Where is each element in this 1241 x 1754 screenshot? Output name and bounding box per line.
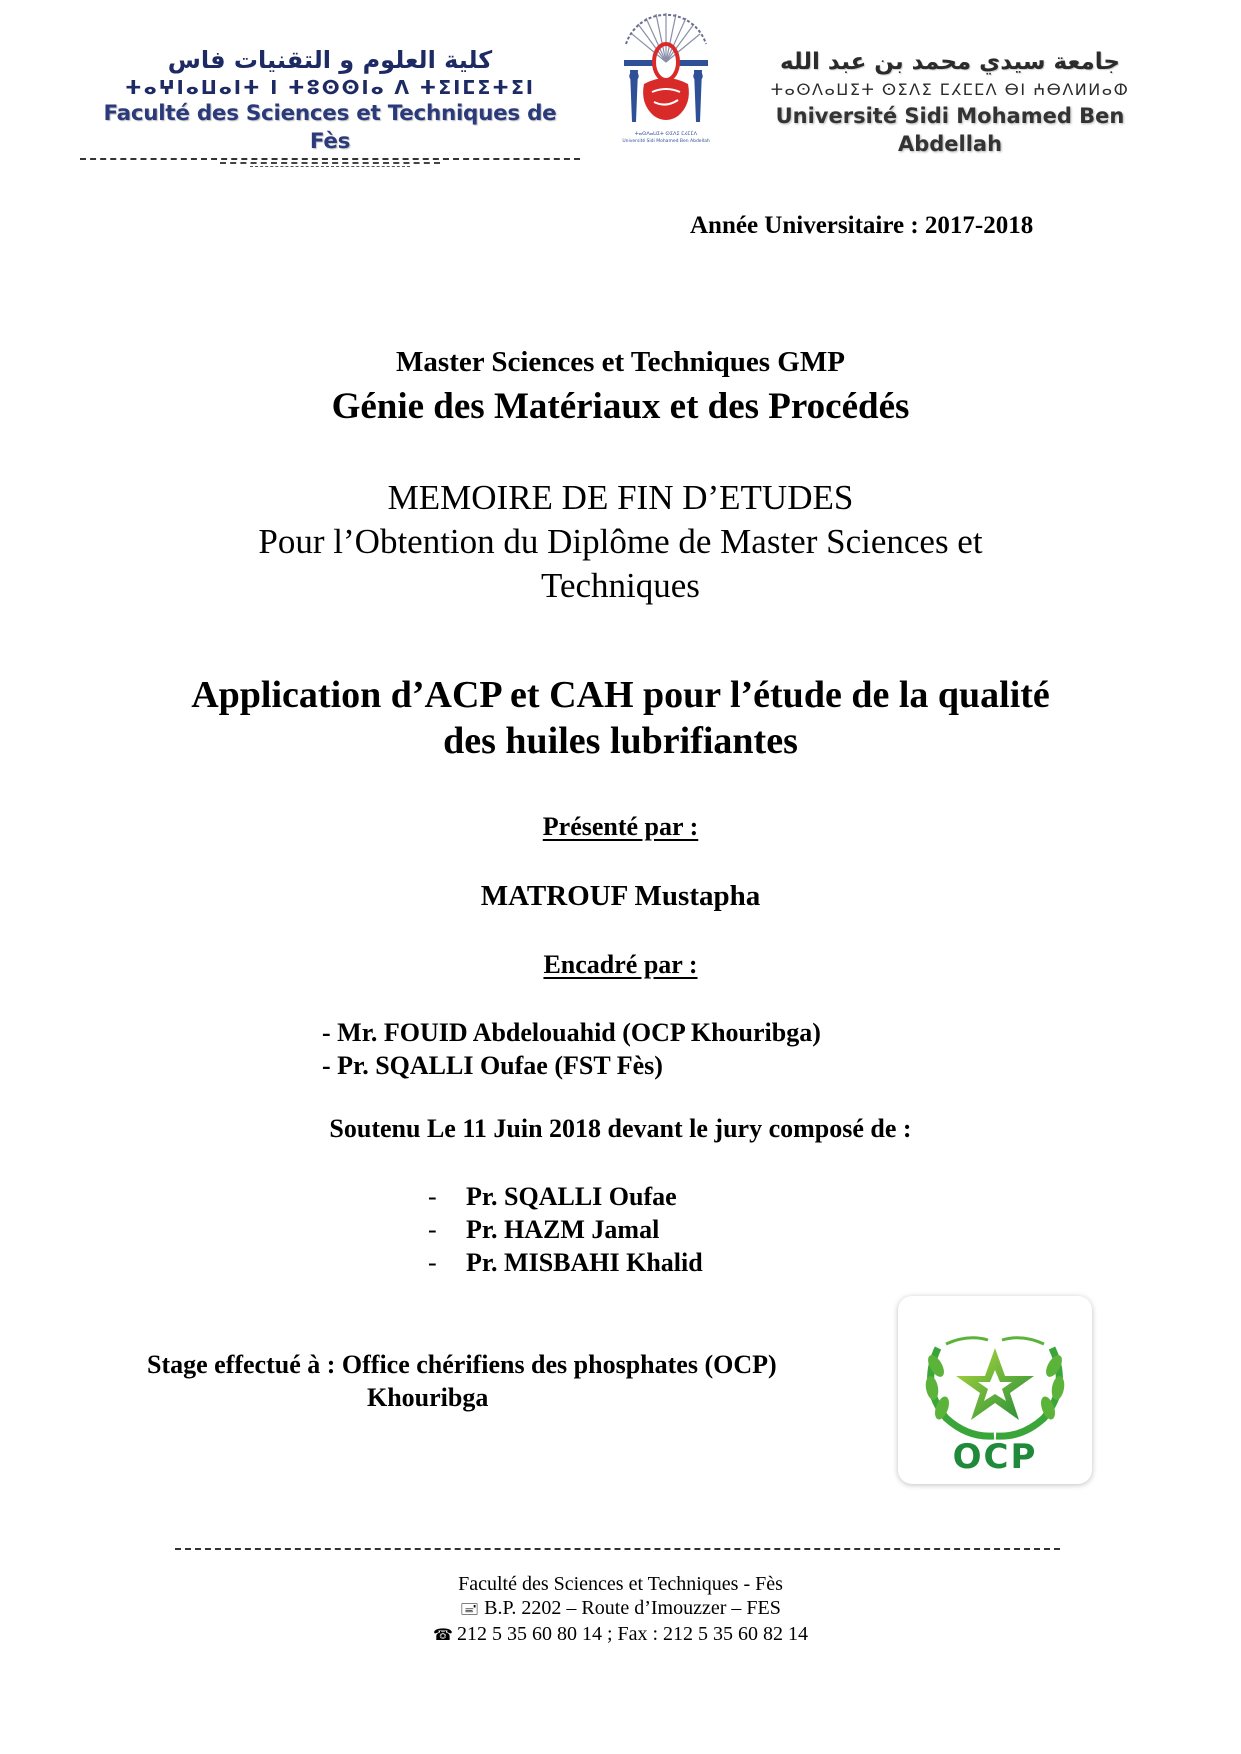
internship-line-1: Stage effectué à : Office chérifiens des phosphates (OCP) [147, 1350, 777, 1379]
thesis-title-line-2: des huiles lubrifiantes [443, 720, 798, 762]
internship-line-2: Khouribga [367, 1383, 489, 1412]
footer-postal: 🖃 B.P. 2202 – Route d’Imouzzer – FES [0, 1596, 1241, 1622]
memoire-line-3: Techniques [541, 566, 700, 605]
academic-year: Année Universitaire : 2017-2018 [690, 212, 1034, 239]
supervisor-item: - Pr. SQALLI Oufae (FST Fès) [322, 1051, 663, 1080]
ocp-logo-text: OCP [952, 1437, 1038, 1477]
footer-divider [175, 1548, 1060, 1550]
memoire-heading [0, 476, 1241, 608]
usmba-emblem-icon [618, 4, 714, 146]
svg-text:Université Sidi Mohamed Ben Ab: Université Sidi Mohamed Ben Abdellah [622, 139, 710, 144]
usmba-name-arabic: جامعة سيدي محمد بن عبد الله [780, 49, 1120, 75]
phone-icon: ☎ [432, 1627, 453, 1644]
supervisors-list [322, 1016, 821, 1082]
jury-member: - Pr. HAZM Jamal [428, 1215, 660, 1244]
internship-location [147, 1348, 777, 1414]
usmba-name-french: Université Sidi Mohamed Ben Abdellah [775, 104, 1125, 156]
jury-list [428, 1180, 703, 1279]
svg-text:ⵜⴰⵙⴷⴰⵡⵉⵜ ⵙⵉⴷⵉ ⵎⵃⵎⵎⴷ: ⵜⴰⵙⴷⴰⵡⵉⵜ ⵙⵉⴷⵉ ⵎⵃⵎⵎⴷ [634, 131, 698, 137]
thesis-title-line-1: Application d’ACP et CAH pour l’étude de la qualité [191, 674, 1050, 716]
fst-name-arabic: كلية العلوم و التقنيات فاس [167, 46, 493, 74]
ocp-logo [898, 1296, 1092, 1484]
mail-icon: 🖃 [460, 1601, 479, 1618]
presented-by-label: Présenté par : [542, 812, 699, 841]
footer-address [0, 1572, 1241, 1648]
fst-name-tifinagh: ⵜⴰⵖⵏⴰⵡⴰⵏⵜ ⵏ ⵜⵓⵙⵙⵏⴰ ⴷ ⵜⵉⵏⵎⵉⵜⵉⵏ [124, 77, 536, 99]
footer-phone: ☎ 212 5 35 60 80 14 ; Fax : 212 5 35 60 82 14 [0, 1622, 1241, 1648]
usmba-name-tifinagh: ⵜⴰⵙⴷⴰⵡⵉⵜ ⵙⵉⴷⵉ ⵎⵃⵎⵎⴷ ⴱⵏ ⵄⴱⴷⵍⵍⴰⵀ [770, 80, 1130, 99]
memoire-line-2: Pour l’Obtention du Diplôme de Master Sciences et [258, 522, 983, 561]
footer-institution: Faculté des Sciences et Techniques - Fès [458, 1573, 783, 1595]
supervisor-item: - Mr. FOUID Abdelouahid (OCP Khouribga) [322, 1018, 821, 1047]
supervised-by-label: Encadré par : [543, 950, 698, 979]
fst-decorative-rule [80, 158, 580, 166]
thesis-title [0, 672, 1241, 764]
author-name: MATROUF Mustapha [480, 880, 761, 912]
specialty-title: Génie des Matériaux et des Procédés [331, 386, 910, 427]
fst-name-french: Faculté des Sciences et Techniques de Fès [103, 101, 557, 154]
defense-statement: Soutenu Le 11 Juin 2018 devant le jury composé de : [329, 1114, 912, 1143]
jury-member: - Pr. SQALLI Oufae [428, 1182, 677, 1211]
usmba-logo [740, 46, 1160, 158]
master-programme: Master Sciences et Techniques GMP [396, 346, 845, 378]
memoire-line-1: MEMOIRE DE FIN D’ETUDES [387, 478, 854, 517]
fst-logo [80, 44, 580, 166]
jury-member: - Pr. MISBAHI Khalid [428, 1248, 703, 1277]
